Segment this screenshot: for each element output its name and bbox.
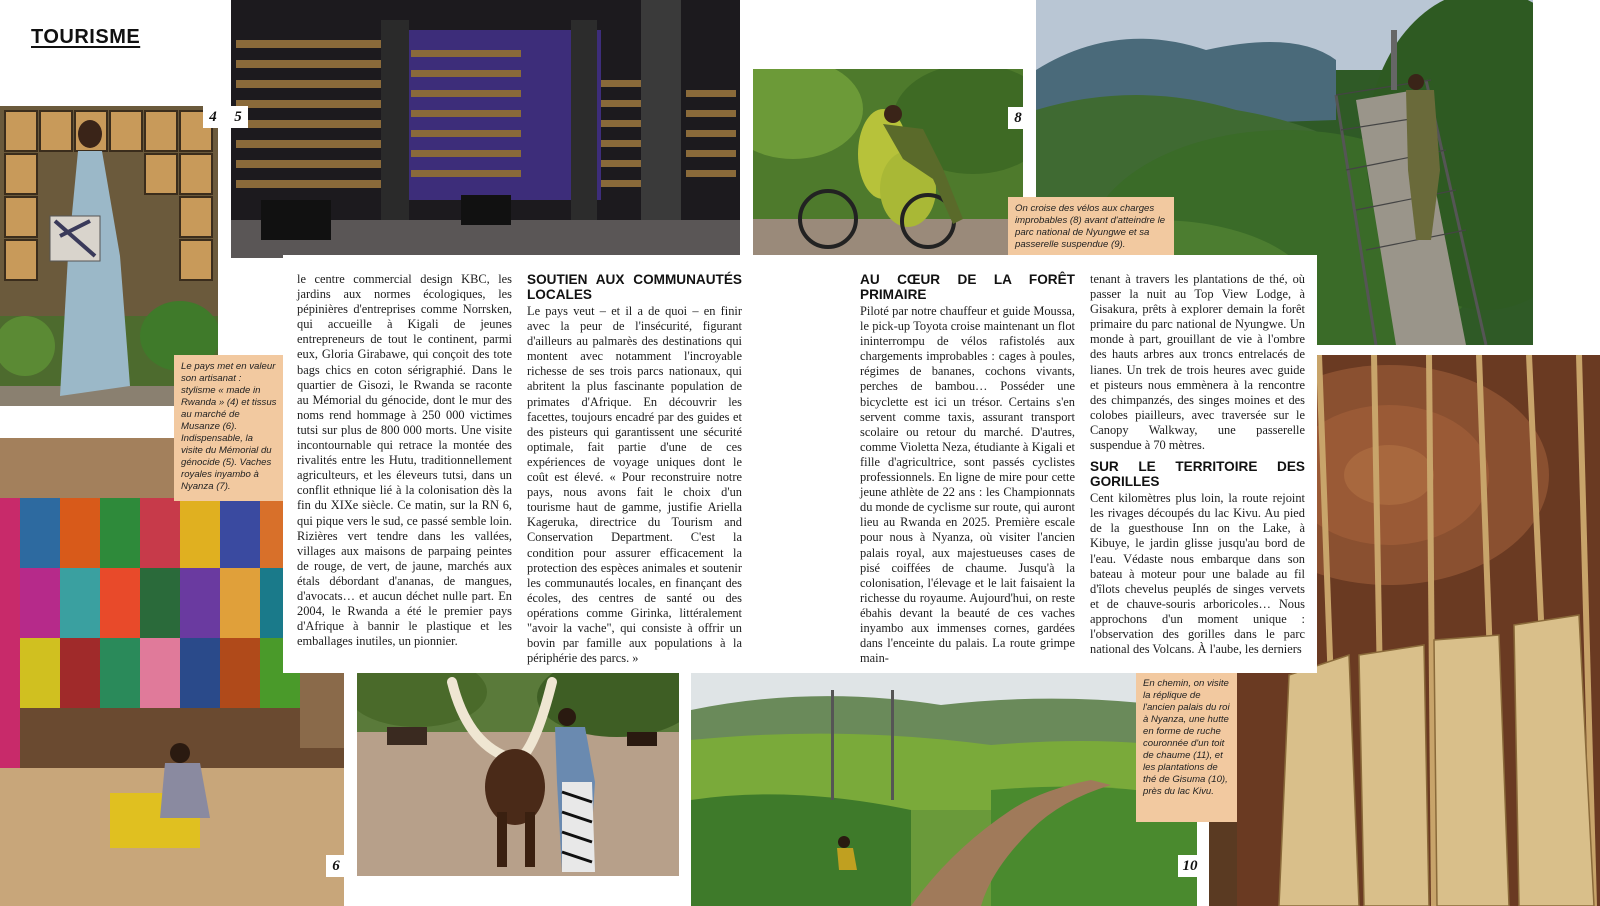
section-title: TOURISME: [31, 26, 141, 48]
page-number-6: 6: [326, 855, 346, 877]
photo-tea-plantations: [691, 670, 1197, 906]
column-4-text-a: tenant à travers les plantations de thé, où passer la nuit au Top View Lodge, à Gisakura, prêts à explorer demain la forêt primaire du parc national de Nyungwe. Un monde à part, grouillant de vie à l'ombre des hauts arbres aux troncs entrelacés de lianes. Un trek de trois heures avec guide et pisteurs nous emmènera à la rencontre des chimpanzés, des singes moines et des colobes piailleurs, avec traversée sur le Canopy Walkway, une passerelle suspendue à 70 mètres.: [1090, 272, 1305, 453]
article-text-panel: [283, 255, 1317, 673]
heading-gorilles: SUR LE TERRITOIRE DES GORILLES: [1090, 459, 1305, 490]
caption-bicycle-nyungwe: On croise des vélos aux charges improbables (8) avant d'atteindre le parc national de Nyungwe et sa passerelle suspendue (9).: [1008, 197, 1174, 255]
article-column-3: [860, 272, 1075, 666]
column-2-text: Le pays veut – et il a de quoi – en finir avec la peur de l'insécurité, figurant d'ailleurs au palmarès des destinations qui montent avec notamment l'incroyable richesse de ses trois parcs nationaux, qui abritent la plus fascinante population de primates d'Afrique. En découvrir les facettes, toujours encadré par des guides et des pisteurs qui garantissent une sécurité optimale, fait partie d'une de ces expériences de voyage uniques dont le coût est élevé. « Pour reconstruire notre pays, nous avons fait le choix d'un tourisme haut de gamme, justifie Ariella Kageruka, directrice du Tourism and Conservation Department. C'est la condition pour assurer efficacement la protection des espèces animales et soutenir les communautés locales, en finançant des écoles, des centres de santé ou des opérations comme Girinka, littéralement "avoir la vache", qui consiste à offrir un bovin par famille aux populations à la périphérie des parcs. »: [527, 304, 742, 666]
photo-banana-bicycle: [753, 69, 1023, 259]
article-column-1: [297, 272, 512, 649]
column-1-text: le centre commercial design KBC, les jardins aux normes écologiques, les pépinières d'entreprises comme Norrsken, qui accueille à Kigali de jeunes entrepreneurs de tout le continent, parmi eux, Gloria Girabawe, qui conçoit des tote bags chics en coton sérigraphié. Dans le quartier de Gisozi, le Rwanda se raconte au Mémorial du génocide, dont le mur des noms rend hommage à 250 000 victimes tutsi sur plus de 800 000 morts. Une visite incontournable qui retrace la montée des rivalités entre les Hutu, traditionnellement agriculteurs, et les éleveurs tutsi, dans un conflit ethnique lié à la colonisation dès la fin du XIXe siècle. Ce matin, sur la RN 6, qui pique vers le sud, ce passé semble loin. Rizières vert tendre dans les vallées, villages aux maisons de parpaing peintes de rouge, de vert, de jaune, marchés aux étals débordant d'ananas, de mangues, d'avocats… et aucun déchet nulle part. En 2004, le Rwanda a été le premier pays d'Afrique à bannir le plastique et les emballages inutiles, un pionnier.: [297, 272, 512, 649]
page-number-4: 4: [203, 106, 223, 128]
caption-crafts-memorial: Le pays met en valeur son artisanat : stylisme « made in Rwanda » (4) et tissus au marché de Musanze (6). Indispensable, la visite du Mémorial du génocide (5). Vaches royales inyambo à Nyanza (7).: [174, 355, 284, 501]
page-number-8: 8: [1008, 107, 1028, 129]
article-column-4: [1090, 272, 1305, 657]
caption-palace-tea: En chemin, on visite la réplique de l'ancien palais du roi à Nyanza, une hutte en forme de ruche couronnée d'un toit de chaume (11), et les plantations de thé de Gisuma (10), près du lac Kivu.: [1136, 672, 1237, 822]
page-number-10: 10: [1178, 855, 1202, 877]
photo-genocide-memorial: [231, 0, 740, 258]
heading-soutien: SOUTIEN AUX COMMUNAUTÉS LOCALES: [527, 272, 742, 302]
heading-foret-primaire: AU CŒUR DE LA FORÊT PRIMAIRE: [860, 272, 1075, 302]
column-4-text-b: Cent kilomètres plus loin, la route rejoint les rivages découpés du lac Kivu. Au pied de la guesthouse Inn on the Lake, à Kibuye, le jardin glisse jusqu'au bord de l'eau. Védaste nous embarque dans son bateau à moteur pour une balade au fil d'îlots chevelus peuplés de singes vervets et de chauve-souris arboricoles… Nous approchons d'un moment unique : l'observation des gorilles dans le parc national des Volcans. À l'aube, les derniers: [1090, 491, 1305, 657]
column-3-text: Piloté par notre chauffeur et guide Moussa, le pick-up Toyota croise maintenant un flot ininterrompu de vélos rafistolés aux chargements improbables : cages à poules, régimes de bananes, cochons vivants, perches de bambou… Posséder une bicyclette est ici un trésor. Certains s'en servent comme taxis, assurant transport scolaire ou retour du marché. D'autres, comme Violetta Neza, étudiante à Kigali et fille d'agricultrice, sont passés cyclistes professionnels. En ligne de mire pour cette jeune athlète de 22 ans : les Championnats du monde de cyclisme sur route, qui auront lieu au Rwanda en 2025. Première escale pour nous à Nyanza, où visiter l'ancien palais royal, aux majestueuses cases de pisé coiffées de chaume. Jusqu'à la colonisation, l'élevage et le lait faisaient la richesse du royaume. Aujourd'hui, on reste ébahis devant la beauté de ces vaches inyambo aux immenses cornes, gardées dans l'enceinte du palais. La route grimpe main-: [860, 304, 1075, 666]
page-number-5: 5: [228, 106, 248, 128]
article-column-2: [527, 272, 742, 666]
photo-inyambo-cow: [357, 672, 679, 876]
